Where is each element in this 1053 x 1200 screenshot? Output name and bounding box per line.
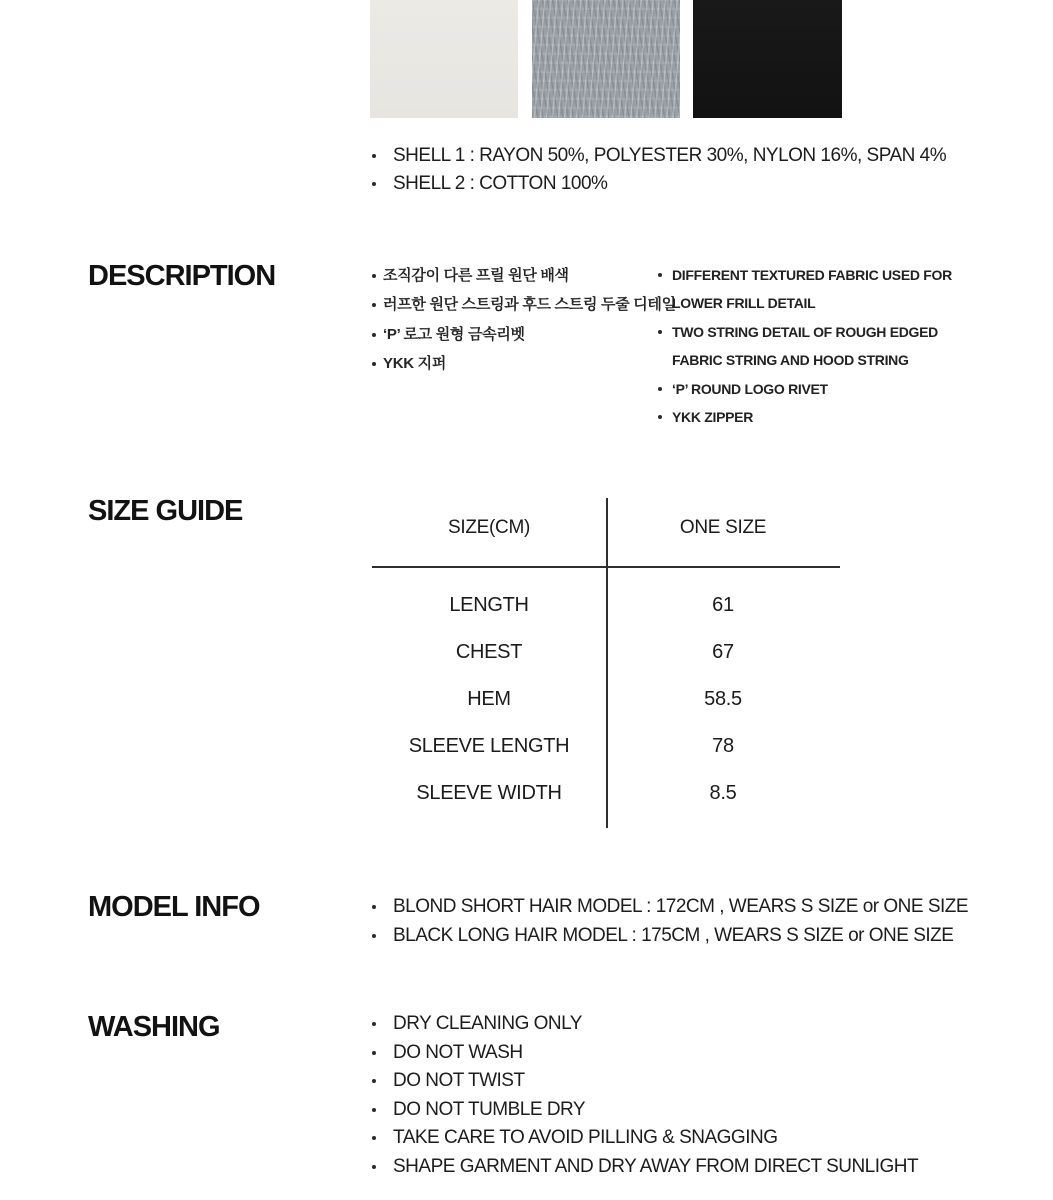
description-ko-text: 조직감이 다른 프릴 원단 배색 <box>383 267 569 284</box>
washing-item <box>372 1096 918 1125</box>
bullet-dot <box>658 387 662 391</box>
bullet-dot <box>372 362 376 366</box>
description-en-item <box>658 403 952 431</box>
bullet-dot <box>372 1051 376 1055</box>
fabric-composition-list <box>372 142 946 198</box>
description-en-item <box>658 318 952 375</box>
fabric-swatch-black <box>693 0 842 118</box>
washing-text: DO NOT TUMBLE DRY <box>393 1098 586 1120</box>
description-ko-item <box>372 261 676 290</box>
model-info-heading: MODEL INFO <box>88 891 260 923</box>
washing-item <box>372 1067 918 1096</box>
description-ko-text: ‘P’ 로고 원형 금속리벳 <box>383 325 525 343</box>
composition-item <box>372 142 946 170</box>
measure-value: 8.5 <box>709 782 737 804</box>
bullet-dot <box>372 1136 376 1140</box>
washing-heading: WASHING <box>88 1011 220 1043</box>
description-en-item <box>658 261 952 318</box>
bullet-dot <box>372 154 376 158</box>
bullet-dot <box>372 1165 376 1169</box>
measure-label: CHEST <box>455 641 523 663</box>
description-ko-item <box>372 320 676 349</box>
table-row <box>372 770 840 817</box>
measure-label: HEM <box>467 688 511 710</box>
composition-text: SHELL 2 : COTTON 100% <box>393 173 608 194</box>
description-en-text: FABRIC STRING AND HOOD STRING <box>672 352 909 369</box>
washing-item <box>372 1153 918 1182</box>
bullet-dot <box>658 330 662 334</box>
description-english-list <box>658 261 952 431</box>
bullet-dot <box>372 934 376 938</box>
bullet-dot <box>372 905 376 909</box>
table-row <box>372 676 840 723</box>
description-en-text: LOWER FRILL DETAIL <box>672 295 816 312</box>
description-ko-text: YKK 지퍼 <box>383 355 447 373</box>
washing-text: SHAPE GARMENT AND DRY AWAY FROM DIRECT SUNLIGHT <box>393 1155 919 1177</box>
model-info-item <box>372 922 968 951</box>
measure-value: 67 <box>712 641 734 663</box>
model-info-item <box>372 893 968 922</box>
bullet-dot <box>372 274 376 278</box>
description-en-text: YKK ZIPPER <box>672 409 754 426</box>
bullet-dot <box>372 333 376 337</box>
composition-item <box>372 170 946 198</box>
measure-value: 58.5 <box>704 688 742 710</box>
bullet-dot <box>372 1108 376 1112</box>
bullet-dot <box>372 182 376 186</box>
table-row <box>372 723 840 770</box>
description-ko-text: 러프한 원단 스트링과 후드 스트링 두줄 디테일 <box>383 296 676 314</box>
description-en-text: TWO STRING DETAIL OF ROUGH EDGED <box>672 323 938 340</box>
table-header-one-size: ONE SIZE <box>679 517 767 538</box>
washing-list <box>372 1010 918 1182</box>
size-guide-table <box>372 490 840 830</box>
measure-label: LENGTH <box>449 594 529 616</box>
model-info-text: BLOND SHORT HAIR MODEL : 172CM , WEARS S SIZE or ONE SIZE <box>393 896 969 917</box>
washing-item <box>372 1010 918 1039</box>
measure-label: SLEEVE LENGTH <box>408 735 570 757</box>
bullet-dot <box>658 273 662 277</box>
bullet-dot <box>658 415 662 419</box>
washing-text: DO NOT TWIST <box>393 1070 525 1092</box>
bullet-dot <box>372 303 376 307</box>
model-info-list <box>372 893 968 950</box>
measure-value: 78 <box>712 735 734 757</box>
table-header-row <box>372 490 840 566</box>
washing-text: DO NOT WASH <box>393 1041 523 1063</box>
description-en-text: DIFFERENT TEXTURED FABRIC USED FOR <box>672 267 952 283</box>
bullet-dot <box>372 1079 376 1083</box>
table-horizontal-divider <box>372 566 840 568</box>
fabric-swatch-gray <box>532 0 680 118</box>
model-info-text: BLACK LONG HAIR MODEL : 175CM , WEARS S SIZE or ONE SIZE <box>393 924 954 946</box>
table-row <box>372 582 840 629</box>
washing-text: DRY CLEANING ONLY <box>393 1013 582 1034</box>
washing-item <box>372 1124 918 1153</box>
description-korean-list <box>372 261 676 379</box>
bullet-dot <box>372 1022 376 1026</box>
size-guide-heading: SIZE GUIDE <box>88 495 243 527</box>
description-en-item <box>658 375 952 403</box>
washing-text: TAKE CARE TO AVOID PILLING & SNAGGING <box>393 1127 778 1149</box>
fabric-swatch-ivory <box>370 0 518 118</box>
measure-value: 61 <box>712 594 734 616</box>
description-en-text: ‘P’ ROUND LOGO RIVET <box>672 380 828 397</box>
measure-label: SLEEVE WIDTH <box>416 782 562 804</box>
table-header-size-cm: SIZE(CM) <box>447 517 531 538</box>
table-body <box>372 582 840 817</box>
description-ko-item <box>372 349 676 378</box>
composition-text: SHELL 1 : RAYON 50%, POLYESTER 30%, NYLON 16%, SPAN 4% <box>393 145 947 166</box>
description-ko-item <box>372 290 676 319</box>
table-row <box>372 629 840 676</box>
washing-item <box>372 1039 918 1068</box>
description-heading: DESCRIPTION <box>88 260 276 292</box>
